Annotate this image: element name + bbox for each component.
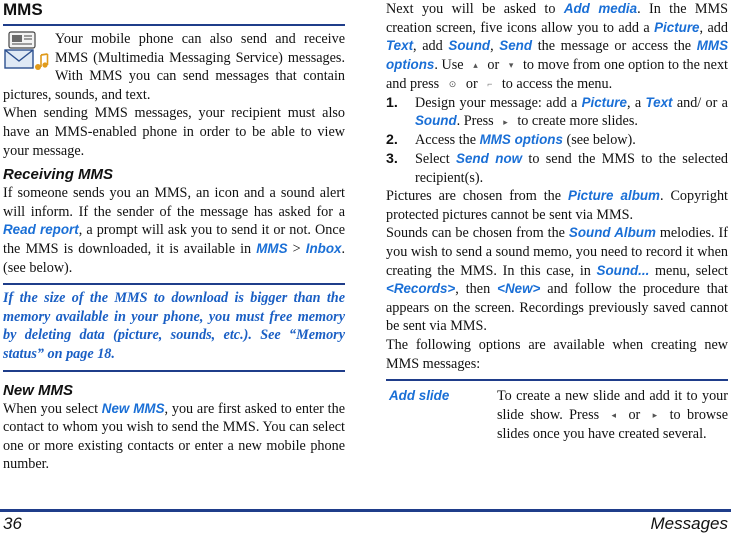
sound-album-link: Sound Album bbox=[568, 225, 656, 241]
new-mms-link: New MMS bbox=[101, 400, 165, 416]
option-description: To create a new slide and add it to your slide show. Press ◂ or ▸ to browse slides once you have created several. bbox=[497, 388, 728, 442]
list-item: 3. Select Send now to send the MMS to the selected recipient(s). bbox=[386, 151, 728, 186]
mms-icon bbox=[3, 30, 49, 74]
picture-album-paragraph: Pictures are chosen from the Picture album. Copyright protected pictures cannot be sent via MMS. bbox=[386, 188, 728, 223]
new-option: <New> bbox=[497, 281, 541, 297]
page-number: 36 bbox=[3, 514, 22, 533]
right-key-icon: ▸ bbox=[503, 116, 508, 127]
sound-album-paragraph: Sounds can be chosen from the Sound Album melodies. If you wish to send a sound memo, you need to record it when creating the MMS. In this case, in Sound... menu, select <Records>, then <New> and follow the procedure that appears on the screen. Recordings previously saved cannot be sent via MMS. bbox=[386, 225, 729, 335]
sound-link: Sound bbox=[448, 38, 491, 54]
read-report-link: Read report bbox=[3, 222, 79, 238]
right-column bbox=[386, 0, 728, 443]
records-option: <Records> bbox=[386, 281, 456, 297]
picture-link: Picture bbox=[654, 19, 700, 35]
receiving-paragraph: If someone sends you an MMS, an icon and a sound alert will inform. If the sender of the message has asked for a Read report, a prompt will ask you to send it or not. Once the MMS is downloaded, it is available in MMS > Inbox. (see below). bbox=[3, 185, 345, 276]
step-text-link: Text bbox=[645, 94, 673, 110]
left-key-icon: ◂ bbox=[611, 410, 617, 421]
step-mms-options-link: MMS options bbox=[479, 132, 563, 148]
options-intro: The following options are available when creating new MMS messages: bbox=[386, 337, 728, 372]
up-key-icon: ▴ bbox=[473, 60, 478, 71]
step-send-now-link: Send now bbox=[456, 151, 523, 167]
list-item: 1. Design your message: add a Picture, a Text and/ or a Sound. Press ▸ to create more slides. bbox=[386, 94, 728, 132]
intro-paragraph-2: When sending MMS messages, your recipient must also have an MMS-enabled phone in order to be able to view your message. bbox=[3, 105, 345, 159]
option-name-add-slide: Add slide bbox=[389, 388, 450, 404]
mms-options-link: MMS options bbox=[386, 38, 729, 72]
ok-key-icon: ⊙ bbox=[448, 79, 457, 90]
picture-album-link: Picture album bbox=[568, 188, 660, 204]
add-media-link: Add media bbox=[563, 1, 638, 16]
section-name: Messages bbox=[650, 514, 728, 533]
intro-paragraph-1: Your mobile phone can also send and receive MMS (Multimedia Messaging Service) messages. With MMS you can send messages that contain pictures, sounds, and text. bbox=[3, 31, 345, 103]
mms-menu-link: MMS bbox=[256, 240, 288, 256]
sound-menu-link: Sound... bbox=[596, 262, 650, 278]
right-key-icon: ▸ bbox=[652, 410, 658, 421]
text-link: Text bbox=[386, 38, 414, 54]
down-key-icon: ▾ bbox=[508, 60, 514, 71]
receiving-heading: Receiving MMS bbox=[3, 166, 114, 184]
step-sound-link: Sound bbox=[415, 113, 457, 129]
new-mms-paragraph: When you select New MMS, you are first asked to enter the contact to whom you wish to send the MMS. You can select one or more existing contacts or enter a new mobile phone number. bbox=[3, 400, 346, 473]
step-picture-link: Picture bbox=[581, 94, 627, 110]
memory-note-text: If the size of the MMS to download is bigger than the memory available in your phone, you must free memory by deleting data (picture, sounds, etc.). See “Memory status” on page 18. bbox=[3, 290, 345, 362]
memory-note bbox=[3, 283, 345, 371]
title-row bbox=[3, 0, 345, 26]
intro bbox=[3, 30, 345, 104]
page-footer bbox=[0, 509, 731, 533]
options-table bbox=[386, 379, 728, 443]
softkey-icon: ⌐ bbox=[487, 79, 493, 90]
send-link: Send bbox=[499, 38, 533, 54]
page-title: MMS bbox=[3, 0, 43, 19]
inbox-menu-link: Inbox bbox=[305, 240, 342, 256]
add-media-paragraph: Next you will be asked to Add media. In the MMS creation screen, five icons allow you to add a Picture, add Text, add Sound, Send the message or access the MMS options. Use ▴ or ▾ to move from one option to the next and press ⊙ or ⌐ to access the menu. bbox=[386, 0, 728, 94]
steps-list bbox=[386, 94, 728, 187]
list-item: 2. Access the MMS options (see below). bbox=[386, 132, 636, 149]
left-column bbox=[3, 0, 345, 474]
new-mms-heading: New MMS bbox=[3, 381, 74, 399]
